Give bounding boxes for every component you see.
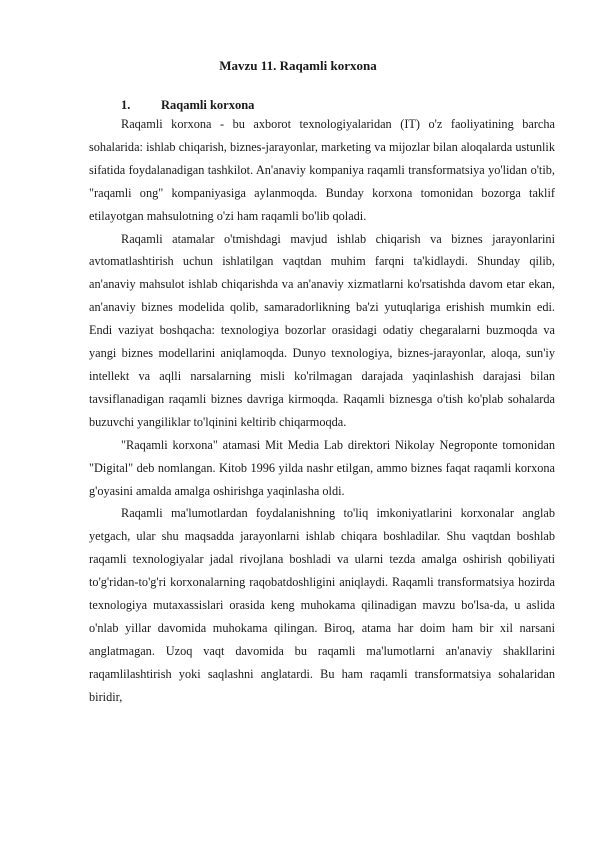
paragraph: Raqamli ma'lumotlardan foydalanishning to'liq imkoniyatlarini korxonalar anglab yetgach, ular shu maqsadda jarayonlarni ishlab chiqara boshladilar. Shu vaqtdan boshlab raqamli texnologiyalar jadal rivojlana boshladi va ularni tezda amalga oshirish qobiliyati to'g'ridan-to'g'ri korxonalarning raqobatdoshligini aniqlaydi. Raqamli transformatsiya hozirda texnologiya mutaxassislari orasida keng muhokama qilinadigan mavzu bo'lsa-da, u aslida o'nlab yillar davomida muhokama qilingan. Biroq, atama har doim ham bir xil narsani anglatmagan. Uzoq vaqt davomida bu raqamli ma'lumotlarni an'anaviy shakllarini raqamlilashtirish yoki saqlashni anglatardi. Bu ham raqamli transformatsiya sohalaridan biridir, bbox=[89, 506, 555, 704]
paragraph: "Raqamli korxona" atamasi Mit Media Lab direktori Nikolay Negroponte tomonidan "Digital" deb nomlangan. Kitob 1996 yilda nashr etilgan, ammo biznes faqat raqamli korxona g'oyasini amalda amalga oshirishga yaqinlasha oldi. bbox=[89, 437, 555, 498]
section-number: 1. bbox=[121, 98, 131, 112]
document-title: Mavzu 11. Raqamli korxona bbox=[219, 58, 377, 73]
section-heading-text: Raqamli korxona bbox=[161, 98, 255, 112]
document-body bbox=[89, 113, 555, 709]
paragraph: Raqamli atamalar o'tmishdagi mavjud ishlab chiqarish va biznes jarayonlarini avtomatlashtirish uchun ishlatilgan vaqtdan muhim farqni ta'kidlaydi. Shunday qilib, an'anaviy mahsulot ishlab chiqarishda va an'anaviy xizmatlarni ko'rsatishda davom etar ekan, an'anaviy biznes modelida qolib, samaradorlikning ba'zi yutuqlariga erishish mumkin edi. Endi vaziyat boshqacha: texnologiya bozorlar orasidagi odatiy chegaralarni buzmoqda va yangi biznes modellarini aniqlamoqda. Dunyo texnologiya, biznes-jarayonlar, aloqa, sun'iy intellekt va aqlli narsalarning misli ko'rilmagan darajada yaqinlashish darajasi bilan tavsiflanadigan raqamli biznes davriga kirmoqda. Raqamli biznesga o'tish ko'plab sohalarda buzuvchi yangiliklar to'lqinini keltirib chiqarmoqda. bbox=[89, 231, 555, 429]
paragraph: Raqamli korxona - bu axborot texnologiyalaridan (IT) o'z faoliyatining barcha sohalarida: ishlab chiqarish, biznes-jarayonlar, marketing va mijozlar bilan aloqalarda ustunlik sifatida foydalanadigan tashkilot. An'anaviy kompaniya raqamli transformatsiya yo'lidan o'tib, "raqamli ong" kompaniyasiga aylanmoqda. Bunday korxona tomonidan bozorga taklif etilayotgan mahsulotning o'zi ham raqamli bo'lib qoladi. bbox=[89, 117, 555, 223]
section-heading bbox=[121, 97, 254, 113]
